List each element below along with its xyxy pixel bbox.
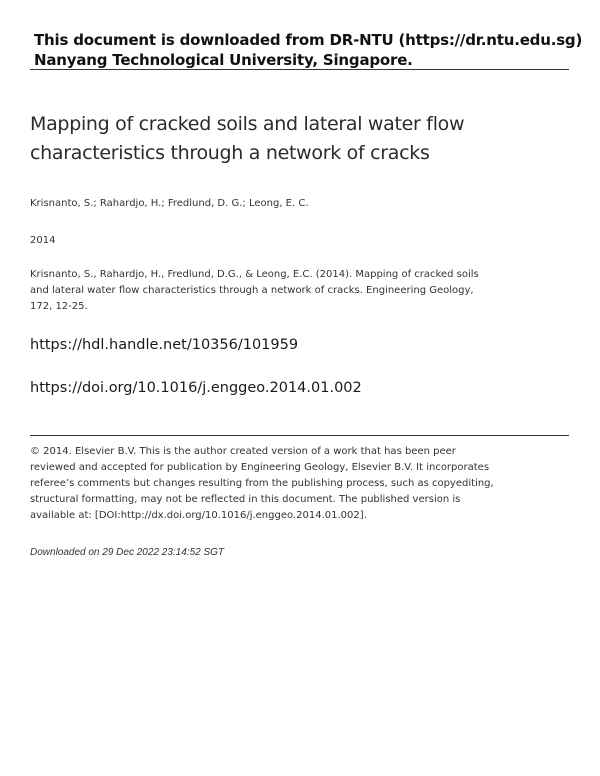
copyright-notice: © 2014. Elsevier B.V. This is the author created version of a work that has been peer reviewed and accepted for publication by Engineering Geology, Elsevier B.V. It incorporates referee’s comments but changes resulting from the publishing process, such as copyediting, structural formatting, may not be reflected in this document. The published version is available at: [DOI:http://dx.doi.org/10.1016/j.enggeo.2014.01.002]. <box>30 446 494 521</box>
document-title: Mapping of cracked soils and lateral water flow characteristics through a network of cracks <box>30 113 465 164</box>
header-divider <box>30 69 569 70</box>
repository-header-line-1: This document is downloaded from DR-NTU (https://dr.ntu.edu.sg) <box>34 31 583 49</box>
authors: Krisnanto, S.; Rahardjo, H.; Fredlund, D. G.; Leong, E. C. <box>30 198 309 209</box>
handle-link[interactable]: https://hdl.handle.net/10356/101959 <box>30 337 299 353</box>
publication-year: 2014 <box>30 235 56 246</box>
doi-link[interactable]: https://doi.org/10.1016/j.enggeo.2014.01.002 <box>30 380 362 396</box>
repository-header <box>34 30 583 70</box>
citation: Krisnanto, S., Rahardjo, H., Fredlund, D.G., & Leong, E.C. (2014). Mapping of cracked soils and lateral water flow characteristics through a network of cracks. Engineering Geology, 172, 12-25. <box>30 269 479 312</box>
download-timestamp: Downloaded on 29 Dec 2022 23:14:52 SGT <box>30 547 225 558</box>
body-divider <box>30 435 569 436</box>
repository-header-line-2: Nanyang Technological University, Singapore. <box>34 51 413 69</box>
